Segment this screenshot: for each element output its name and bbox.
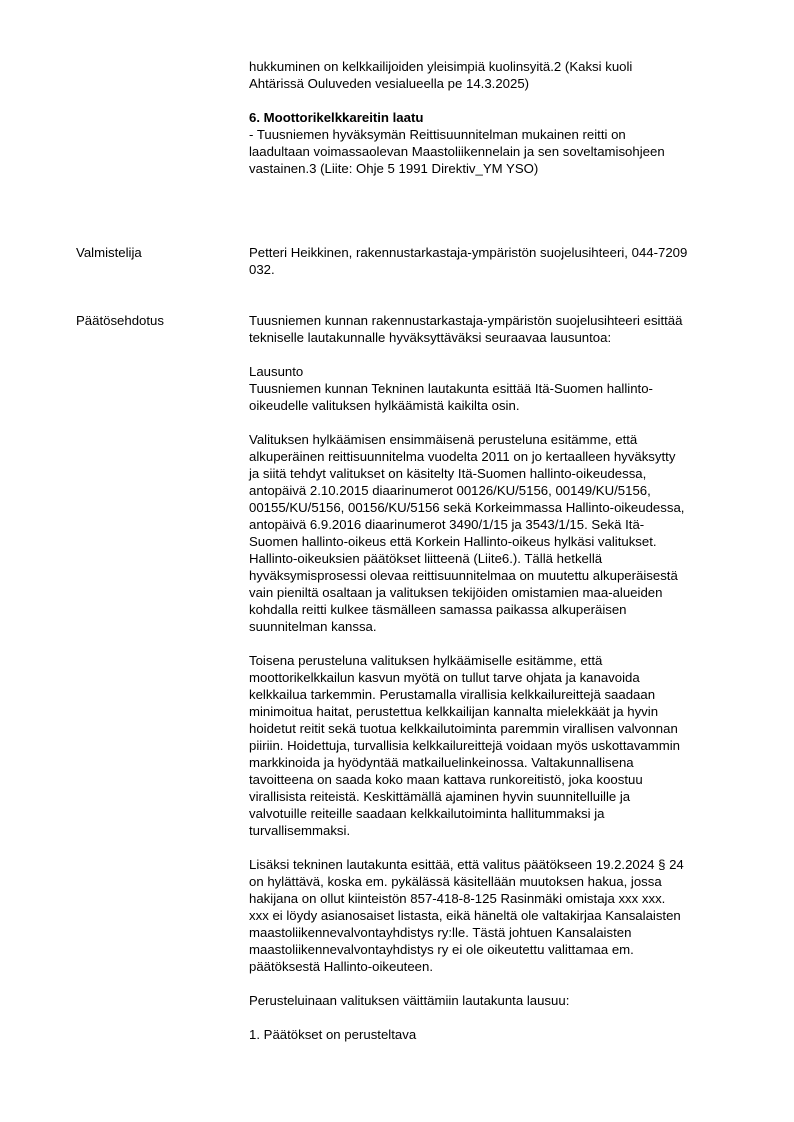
- paatosehdotus-block: [249, 312, 749, 1043]
- intro-block: [249, 58, 749, 177]
- paatosehdotus-paragraph: Tuusniemen kunnan rakennustarkastaja-ympäristön suojelusihteeri esittää tekniselle lautakunnalle hyväksyttäväksi seuraavaa lausuntoa:: [249, 313, 683, 345]
- first-argument-paragraph: Valituksen hylkäämisen ensimmäisenä perusteluna esitämme, että alkuperäinen reittisuunnitelma vuodelta 2011 on jo kertaalleen hyväksytty ja siitä tehdyt valitukset on käsitelty Itä-Suomen hallinto-oikeudessa, antopäivä 2.10.2015 diaarinumerot 00126/KU/5156, 00149/KU/5156, 00155/KU/5156, 00156/KU/5156 sekä Korkeimmassa Hallinto-oikeudessa, antopäivä 6.9.2016 diaarinumerot 3490/1/15 ja 3543/1/15. Sekä Itä- Suomen hallinto-oikeus että Korkein Hallinto-oikeus hylkäsi valitukset. Hallinto-oikeuksien päätökset liitteenä (Liite6.). Tällä hetkellä hyväksymisprosessi olevaa reittisuunnitelmaa on muutettu alkuperäisestä vain pieniltä osaltaan ja valituksen tekijöiden omistamien maa-alueiden kohdalla reitti kulkee täsmälleen samassa paikassa alkuperäisen suunnitelman kanssa.: [249, 432, 685, 634]
- second-argument-paragraph: Toisena perusteluna valituksen hylkäämiselle esitämme, että moottorikelkkailun kasvun myötä on tullut tarve ohjata ja kanavoida kelkkailua tarkemmin. Perustamalla virallisia kelkkailureittejä saadaan minimoitua haitat, perustettua kelkkailijan kannalta mielekkäät ja hyvin hoidetut reitit sekä tuotua kelkkailutoiminta paremmin virallisen valvonnan piiriin. Hoidettuja, turvallisia kelkkailureittejä voidaan myös uskottavammin markkinoida ja hyödyntää matkailuelinkeinossa. Valtakunnallisena tavoitteena on saada koko maan kattava runkoreitistö, joka koostuu virallisista reiteistä. Keskittämällä ajaminen hyvin suunnitelluille ja valvotuille reiteille saadaan kelkkailutoiminta hallitummaksi ja turvallisemmaksi.: [249, 653, 680, 838]
- third-argument-paragraph: Lisäksi tekninen lautakunta esittää, että valitus päätökseen 19.2.2024 § 24 on hylättävä, koska em. pykälässä käsitellään muutoksen hakua, jossa hakijana on ollut kiinteistön 857-418-8-125 Rasinmäki omistaja xxx xxx. xxx ei löydy asianosaiset listasta, eikä häneltä ole valtakirjaa Kansalaisten maastoliikennevalvontayhdistys ry:lle. Tästä johtuen Kansalaisten maastoliikennevalvontayhdistys ry ei ole oikeutettu valittamaa em. päätöksestä Hallinto-oikeuteen.: [249, 857, 684, 974]
- valmistelija-text: Petteri Heikkinen, rakennustarkastaja-ympäristön suojelusihteeri, 044-7209 032.: [249, 245, 688, 277]
- claim-1-heading: 1. Päätökset on perusteltava: [249, 1027, 417, 1042]
- claims-intro-paragraph: Perusteluinaan valituksen väittämiin lautakunta lausuu:: [249, 993, 570, 1008]
- valmistelija-label: Valmistelija: [76, 245, 142, 260]
- valmistelija-block: [249, 244, 749, 278]
- section-6-text: - Tuusniemen hyväksymän Reittisuunnitelman mukainen reitti on laadultaan voimassaolevan Maastoliikennelain ja sen soveltamisohjeen vastainen.3 (Liite: Ohje 5 1991 Direktiv_YM YSO): [249, 127, 665, 176]
- intro-continuation-text: hukkuminen on kelkkailijoiden yleisimpiä kuolinsyitä.2 (Kaksi kuoli Ahtärissä Ouluveden vesialueella pe 14.3.2025): [249, 59, 633, 91]
- paatosehdotus-label: Päätösehdotus: [76, 313, 164, 328]
- section-6-heading: 6. Moottorikelkkareitin laatu: [249, 110, 424, 125]
- lausunto-paragraph: Lausunto Tuusniemen kunnan Tekninen lautakunta esittää Itä-Suomen hallinto- oikeudelle valituksen hylkäämistä kaikilta osin.: [249, 364, 653, 413]
